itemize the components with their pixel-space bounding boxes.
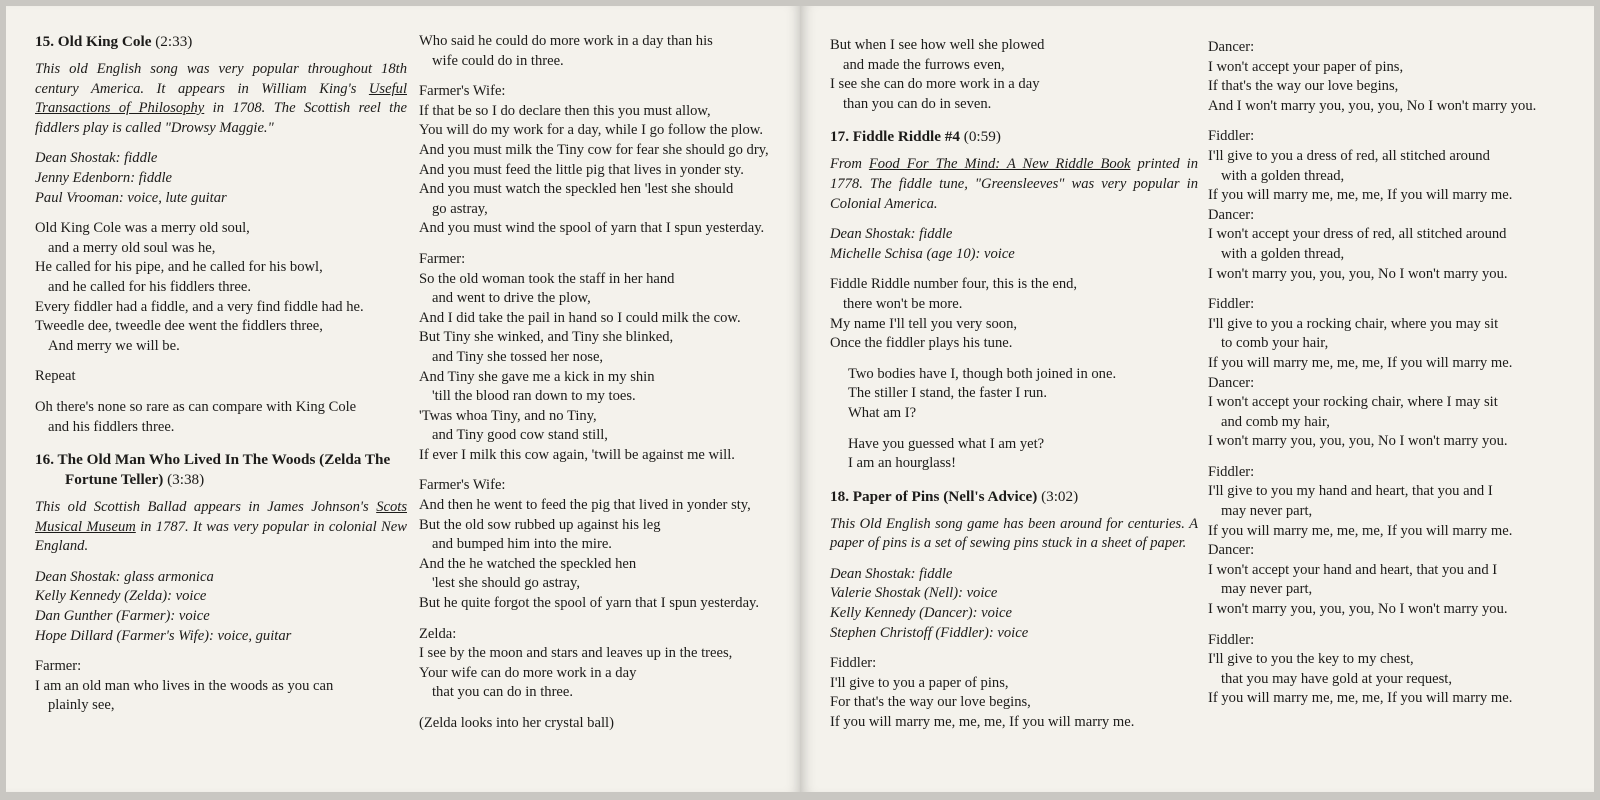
speaker-label: Fiddler:: [1208, 128, 1255, 145]
credit-line: Michelle Schisa (age 10): voice: [830, 245, 1015, 262]
credit-line: Jenny Edenborn: fiddle: [35, 169, 172, 186]
lyric-line: with a golden thread,: [1221, 167, 1345, 184]
lyric-line: Old King Cole was a merry old soul,: [35, 220, 250, 237]
desc-text: This old Scottish Ballad appears in James Johnson's: [35, 499, 377, 516]
lyric-line: wife could do in three.: [432, 52, 564, 69]
desc-source-title: Food For The Mind: A New Riddle Book: [868, 156, 1131, 173]
lyric-line: But the old sow rubbed up against his leg: [419, 516, 661, 533]
fiddler-verse: [830, 674, 1198, 733]
song-16-verse-end: [830, 36, 1198, 114]
repeat-note: Repeat: [35, 368, 76, 385]
song-15-verse-1: [35, 219, 407, 356]
lyric-line: Your wife can do more work in a day: [419, 664, 637, 681]
lyric-line: may never part,: [1221, 581, 1313, 598]
lyric-line: and Tiny she tossed her nose,: [432, 348, 604, 365]
lyric-line: may never part,: [1221, 503, 1313, 520]
speaker-label: Farmer's Wife:: [419, 83, 506, 100]
song-18-description: This Old English song game has been around for centuries. A paper of pins is a set of sewing pins stuck in a sheet of paper.: [830, 515, 1198, 552]
lyric-line: I won't accept your hand and heart, that you and I: [1208, 561, 1498, 578]
desc-source-title: Scots Musical Museum: [35, 499, 407, 535]
lyric-line: If you will marry me, me, me, If you will marry me.: [830, 714, 1135, 731]
fiddler-verse: [1208, 315, 1594, 374]
song-number: 16.: [35, 451, 54, 469]
lyric-line: And I won't marry you, you, you, No I won't marry you.: [1208, 97, 1537, 114]
lyric-line: And you must milk the Tiny cow for fear she should go dry,: [419, 141, 769, 158]
farmer-verse-2: [419, 270, 803, 466]
lyric-line: But he quite forgot the spool of yarn that I spun yesterday.: [419, 595, 760, 612]
song-title: Old King Cole: [57, 33, 152, 50]
lyric-line: And you must feed the little pig that lives in yonder sty.: [419, 161, 744, 178]
credit-line: Dan Gunther (Farmer): voice: [35, 608, 210, 625]
song-15-credits: [35, 149, 407, 208]
lyric-line: and comb my hair,: [1221, 413, 1330, 430]
dancer-verse: [1208, 561, 1594, 620]
lyric-line: What am I?: [848, 404, 917, 421]
right-page: [800, 6, 1594, 792]
speaker-label: Dancer:: [1208, 374, 1255, 391]
credit-line: Paul Vrooman: voice, lute guitar: [35, 189, 227, 206]
lyric-line: If you will marry me, me, me, If you will marry me.: [1208, 354, 1513, 371]
lyric-line: If that's the way our love begins,: [1208, 78, 1399, 95]
lyric-line: I'll give to you my hand and heart, that you and I: [1208, 483, 1493, 500]
lyric-line: and bumped him into the mire.: [432, 536, 612, 553]
lyric-line: And you must watch the speckled hen 'lest she should: [419, 181, 734, 198]
farmer-verse-cont: [419, 32, 803, 71]
lyric-line: and he called for his fiddlers three.: [48, 278, 252, 295]
lyric-line: I'll give to you a dress of red, all stitched around: [1208, 147, 1490, 164]
song-duration: (0:59): [963, 128, 1001, 146]
lyric-line: 'lest she should go astray,: [432, 575, 581, 592]
lyric-line: I see she can do more work in a day: [830, 76, 1040, 93]
fiddler-verse: [1208, 650, 1594, 709]
dancer-verse: [1208, 393, 1594, 452]
song-16-credits: [35, 568, 407, 646]
speaker-label: Farmer:: [35, 658, 82, 675]
song-18-credits: [830, 565, 1198, 643]
song-17-description: [830, 155, 1198, 214]
song-17-credits: [830, 225, 1198, 264]
lyric-line: and made the furrows even,: [843, 56, 1005, 73]
credit-line: Kelly Kennedy (Zelda): voice: [35, 588, 207, 605]
speaker-label: Fiddler:: [1208, 463, 1255, 480]
speaker-label: Fiddler:: [830, 655, 877, 672]
credit-line: Hope Dillard (Farmer's Wife): voice, guitar: [35, 627, 292, 644]
lyric-line: I see by the moon and stars and leaves up in the trees,: [419, 645, 733, 662]
song-17-heading: [830, 127, 1198, 147]
desc-text: This old English song was very popular throughout 18th century America. It appears in William King's: [35, 61, 407, 97]
lyric-line: But Tiny she winked, and Tiny she blinked,: [419, 329, 674, 346]
zelda-verse: [419, 644, 803, 703]
dancer-verse: [1208, 225, 1594, 284]
column-1: [35, 32, 407, 727]
credit-line: Dean Shostak: fiddle: [830, 565, 953, 582]
lyric-line: I'll give to you the key to my chest,: [1208, 651, 1414, 668]
stage-direction: (Zelda looks into her crystal ball): [419, 715, 614, 731]
song-number: 17.: [830, 128, 849, 146]
credit-line: Dean Shostak: fiddle: [35, 150, 158, 167]
lyric-line: If you will marry me, me, me, If you will marry me.: [1208, 690, 1513, 707]
credit-line: Dean Shostak: fiddle: [830, 226, 953, 243]
desc-text: printed in 1778. The fiddle tune, "Greensleeves" was very popular in Colonial America.: [830, 156, 1198, 212]
speaker-label: Fiddler:: [1208, 631, 1255, 648]
lyric-line: and went to drive the plow,: [432, 290, 591, 307]
song-16-description: [35, 498, 407, 557]
speaker-label: Dancer:: [1208, 206, 1255, 223]
lyric-line: And merry we will be.: [48, 337, 180, 354]
credit-line: Dean Shostak: glass armonica: [35, 568, 214, 585]
speaker-label: Farmer:: [419, 250, 466, 267]
lyric-line: So the old woman took the staff in her hand: [419, 270, 675, 287]
fiddler-verse: [1208, 482, 1594, 541]
lyric-line: I am an old man who lives in the woods as you can: [35, 677, 334, 694]
lyric-line: I am an hourglass!: [848, 455, 956, 472]
lyric-line: If ever I milk this cow again, 'twill be against me will.: [419, 446, 735, 463]
lyric-line: go astray,: [432, 200, 488, 217]
wife-verse-2: [419, 496, 803, 614]
lyric-line: with a golden thread,: [1221, 245, 1345, 262]
lyric-line: And then he went to feed the pig that lived in yonder sty,: [419, 497, 751, 514]
lyric-line: If you will marry me, me, me, If you will marry me.: [1208, 522, 1513, 539]
lyric-line: 'Twas whoa Tiny, and no Tiny,: [419, 407, 597, 424]
lyric-line: Tweedle dee, tweedle dee went the fiddlers three,: [35, 318, 323, 335]
lyric-line: than you can do in seven.: [843, 95, 992, 112]
song-15-heading: [35, 32, 407, 52]
lyric-line: Two bodies have I, though both joined in one.: [848, 365, 1117, 382]
song-title: Paper of Pins (Nell's Advice): [852, 487, 1038, 505]
lyric-line: I won't marry you, you, you, No I won't marry you.: [1208, 265, 1508, 282]
song-16-heading: [35, 450, 407, 490]
song-17-verse: [830, 275, 1198, 353]
desc-text: in 1787. It was very popular in colonial New England.: [35, 518, 407, 555]
speaker-label: Zelda:: [419, 625, 457, 642]
left-page: [6, 6, 802, 792]
lyric-line: and his fiddlers three.: [48, 418, 175, 435]
lyric-line: Every fiddler had a fiddle, and a very find fiddle had he.: [35, 298, 364, 315]
credit-line: Kelly Kennedy (Dancer): voice: [830, 605, 1012, 622]
lyric-line: If that be so I do declare then this you must allow,: [419, 102, 711, 119]
song-duration: (3:38): [167, 471, 205, 489]
lyric-line: to comb your hair,: [1221, 335, 1329, 352]
lyric-line: I'll give to you a paper of pins,: [830, 674, 1009, 691]
lyric-line: I won't accept your paper of pins,: [1208, 58, 1404, 75]
speaker-label: Dancer:: [1208, 542, 1255, 559]
lyric-line: And I did take the pail in hand so I could milk the cow.: [419, 309, 741, 326]
lyric-line: And Tiny she gave me a kick in my shin: [419, 368, 655, 385]
song-18-heading: [830, 487, 1198, 507]
lyric-line: The stiller I stand, the faster I run.: [848, 385, 1047, 402]
desc-text: in 1708. The Scottish reel the fiddlers play is called "Drowsy Maggie.": [35, 100, 408, 136]
credit-line: Stephen Christoff (Fiddler): voice: [830, 624, 1029, 641]
lyric-line: Fiddle Riddle number four, this is the end,: [830, 276, 1078, 293]
lyric-line: I won't marry you, you, you, No I won't marry you.: [1208, 433, 1508, 450]
lyric-line: and Tiny good cow stand still,: [432, 427, 608, 444]
credit-line: Valerie Shostak (Nell): voice: [830, 585, 998, 602]
riddle-block: [830, 365, 1198, 424]
lyric-line: You will do my work for a day, while I go follow the plow.: [419, 122, 763, 139]
lyric-line: Who said he could do more work in a day than his: [419, 33, 713, 49]
song-duration: (2:33): [155, 33, 193, 50]
song-duration: (3:02): [1041, 487, 1079, 505]
lyric-line: that you can do in three.: [432, 684, 574, 701]
speaker-label: Dancer:: [1208, 39, 1255, 55]
fiddler-verse: [1208, 147, 1594, 206]
lyric-line: 'till the blood ran down to my toes.: [432, 388, 636, 405]
lyric-line: But when I see how well she plowed: [830, 37, 1045, 53]
lyric-line: plainly see,: [48, 697, 115, 714]
lyric-line: there won't be more.: [843, 295, 963, 312]
speaker-label: Farmer's Wife:: [419, 477, 506, 494]
wife-verse-1: [419, 102, 803, 239]
song-title: The Old Man Who Lived In The Woods (Zelda The Fortune Teller): [57, 451, 391, 489]
riddle-answer: [830, 435, 1198, 474]
lyric-line: For that's the way our love begins,: [830, 694, 1031, 711]
column-2: [419, 32, 803, 745]
lyric-line: If you will marry me, me, me, If you will marry me.: [1208, 187, 1513, 204]
lyric-line: I'll give to you a rocking chair, where you may sit: [1208, 315, 1499, 332]
lyric-line: Once the fiddler plays his tune.: [830, 335, 1013, 352]
song-number: 18.: [830, 487, 849, 505]
lyric-line: and a merry old soul was he,: [48, 239, 216, 256]
lyric-line: that you may have gold at your request,: [1221, 670, 1453, 687]
column-4: [1208, 38, 1594, 720]
desc-text: From: [830, 156, 869, 173]
desc-source-title: Useful Transactions of Philosophy: [35, 80, 407, 117]
lyric-line: And you must wind the spool of yarn that I spun yesterday.: [419, 220, 765, 237]
lyric-line: He called for his pipe, and he called for his bowl,: [35, 259, 323, 276]
column-3: [830, 36, 1198, 744]
lyric-line: My name I'll tell you very soon,: [830, 315, 1018, 332]
lyric-line: I won't accept your dress of red, all stitched around: [1208, 226, 1507, 243]
song-title: Fiddle Riddle #4: [852, 128, 960, 146]
lyric-line: And the he watched the speckled hen: [419, 555, 637, 572]
lyric-line: Oh there's none so rare as can compare with King Cole: [35, 398, 357, 415]
speaker-label: Fiddler:: [1208, 296, 1255, 313]
lyric-line: I won't marry you, you, you, No I won't marry you.: [1208, 601, 1508, 618]
lyric-line: I won't accept your rocking chair, where I may sit: [1208, 394, 1498, 411]
song-15-verse-2: [35, 398, 407, 437]
farmer-verse: [35, 677, 407, 716]
song-15-description: [35, 60, 407, 138]
lyric-line: Have you guessed what I am yet?: [848, 435, 1045, 452]
song-number: 15.: [35, 33, 54, 50]
dancer-verse: [1208, 58, 1594, 117]
